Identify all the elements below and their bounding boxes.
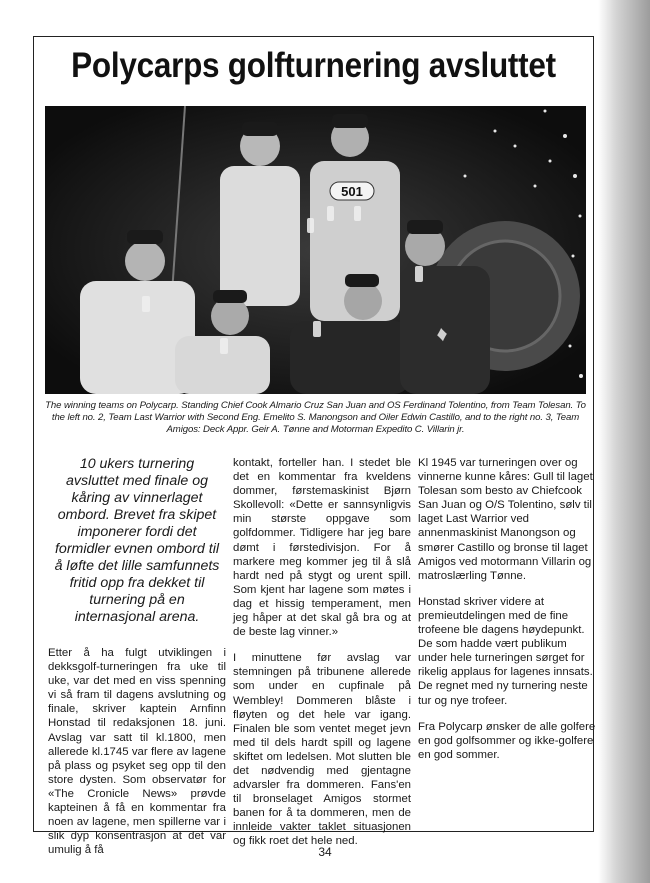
article-paragraph-2: I minuttene før avslag var stemningen på tribunene allerede som under en cupfinale på Wembley! Dommeren blåste i fløyten og det hele var igang. Finalen ble som ventet meget jevn med til dels hardt spill og lagene skiftet om ledelsen. Mot slutten ble det nødvendig med gjentagne advarsler fra dommeren. Fans'en til bronselaget Amigos stormet banen for å ta dommeren, men de innleide vakter taklet situasjonen og fikk roet det hele ned.: [233, 652, 411, 848]
page-edge-shadow: [598, 0, 650, 883]
article-paragraph-5: Fra Polycarp ønsker de alle golfere en god golfsommer og ikke-golfere en god sommer.: [418, 720, 596, 761]
article-column-3: [418, 456, 596, 774]
race-number-bib: 501: [341, 184, 363, 199]
article-paragraph-1-start: Etter å ha fulgt utviklingen i dekksgolf-turneringen fra uke til uke, var det med en viss spenning vi så fram til dagens avslutning og finale, skriver kaptein Arnfinn Honstad til redaksjonen 18. juni. Avslag var satt til kl.1800, men allerede kl.1745 var flere av lagene på plass og psyket seg opp til den store dysten. Som observatør for «The Cronicle News» prøvde kapteinen å få en kommentar fra noen av lagene, men spillerne var i slik dyp konsentrasjon at det var umulig å få: [48, 647, 226, 857]
article-column-2: [233, 456, 411, 861]
photo-caption: The winning teams on Polycarp. Standing Chief Cook Almario Cruz San Juan and OS Ferdinand Tolentino, from Team Tolesan. To the left no. 2, Team Last Warrior with Second Eng. Emelito S. Manongson and Oiler Edwin Castillo, and to the right no. 3, Team Amigos: Deck Appr. Geir A. Tønne and Motorman Expedito C. Villarin jr.: [45, 400, 586, 435]
svg-text:♦: ♦: [434, 320, 450, 347]
article-photo: [45, 106, 586, 394]
article-paragraph-1-end: kontakt, forteller han. I stedet ble det en kommentar fra kveldens dommer, førstemaskinist Bjørn Skollevoll: «Dette er sannsynligvis min største oppgave som golfdommer. Tidligere har jeg bare dømt i førstedivisjon. For å markere meg kommer jeg til å slå hardt ned på stygt og urent spill. Som kjent har lagene som møtes i dag et hissig temperament, men jeg håper at det skal gå bra og at de beste lag vinner.»: [233, 457, 411, 639]
article-paragraph-3: Kl 1945 var turneringen over og vinnerne kunne kåres: Gull til laget Tolesan som besto av Chiefcook San Juan og O/S Tolentino, sølv til laget Last Warrior ved annenmaskinist Manongson og smører Castillo og bronse til laget Amigos ved motormann Villarin og matroslærling Tønne.: [418, 457, 593, 582]
article-lead: 10 ukers turnering avsluttet med finale og kåring av vinnerlaget ombord. Brevet fra skipet imponerer fordi det formidler evnen ombord til å løfte det lille samfunnets fritid opp fra dekket til turnering på en internasjonal arena.: [54, 456, 220, 625]
article-title: Polycarps golfturnering avsluttet: [71, 46, 556, 85]
article-column-1: [48, 456, 226, 869]
page-number: 34: [318, 845, 332, 859]
article-paragraph-4: Honstad skriver videre at premieutdelingen med de fine trofeene ble dagens høydepunkt. De som hadde vært publikum under hele turneringen sørget for rikelig applaus for lagenes innsats. De regnet med ny turnering neste tur og nye trofeer.: [418, 595, 593, 707]
